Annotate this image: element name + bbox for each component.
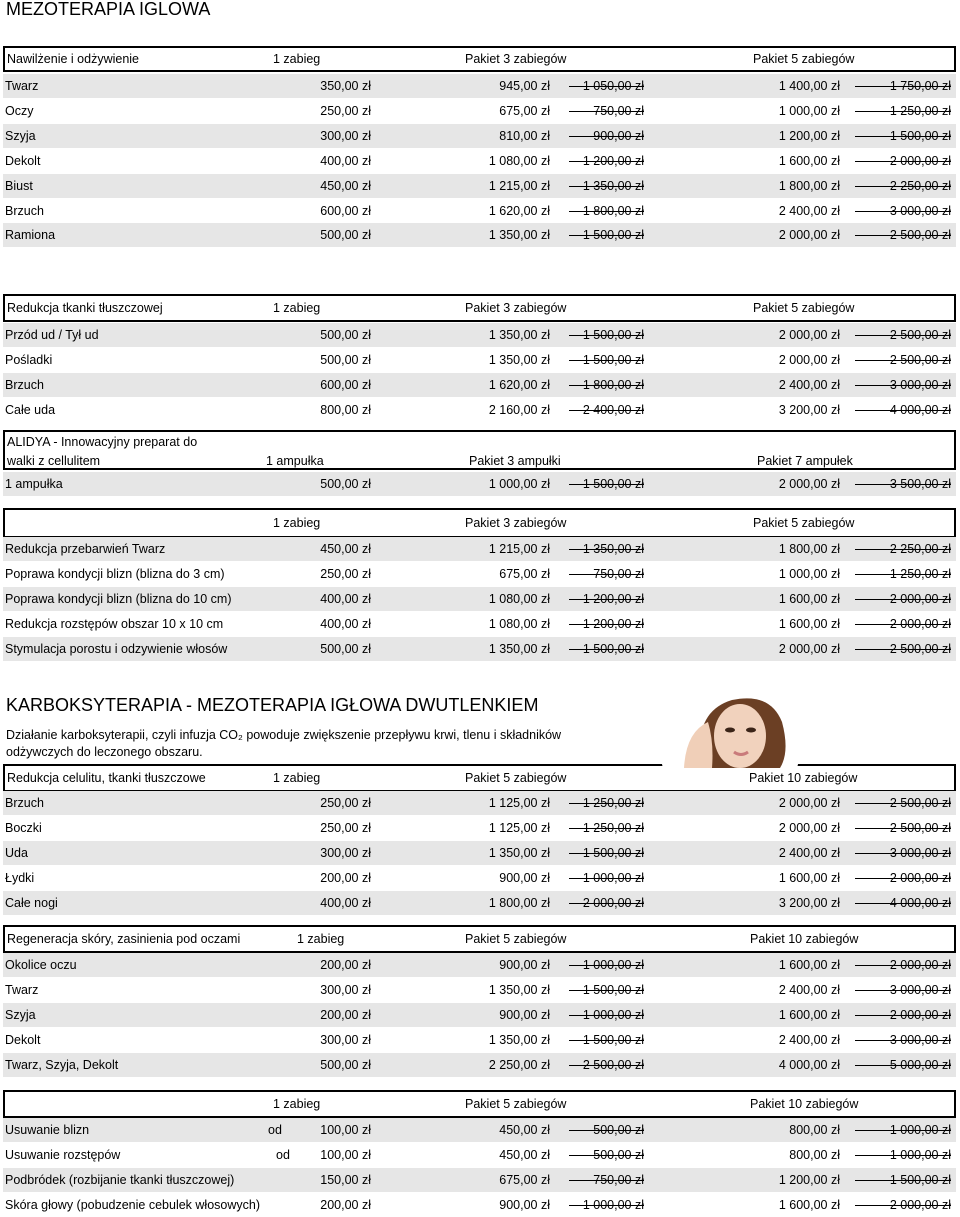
- price-package-b: 2 400,00 zł: [778, 845, 840, 860]
- treatment-name: Całe uda: [5, 402, 56, 417]
- table-row: [3, 537, 956, 561]
- price-package-a-regular: 1 500,00 zł: [582, 328, 644, 342]
- treatment-name: Twarz, Szyja, Dekolt: [5, 1057, 119, 1072]
- price-package-a: 900,00 zł: [499, 870, 550, 885]
- price-single: 300,00 zł: [320, 982, 371, 997]
- section-title: KARBOKSYTERAPIA - MEZOTERAPIA IGŁOWA DWUTLENKIEM: [6, 695, 539, 715]
- table-row: [3, 1118, 956, 1142]
- price-single: 500,00 zł: [320, 1057, 371, 1072]
- price-single: 250,00 zł: [320, 103, 371, 118]
- price-single: 250,00 zł: [320, 796, 371, 810]
- price-package-a: 2 160,00 zł: [488, 402, 550, 417]
- price-package-b: 1 000,00 zł: [778, 566, 840, 581]
- price-package-a-regular: 1 500,00 zł: [582, 1032, 644, 1047]
- price-package-a: 1 215,00 zł: [488, 178, 550, 193]
- price-single: 400,00 zł: [320, 153, 371, 168]
- price-package-a-regular: 1 350,00 zł: [582, 542, 644, 556]
- description: [6, 727, 561, 761]
- price-package-b-regular: 2 250,00 zł: [889, 178, 951, 193]
- price-package-a: 1 800,00 zł: [488, 895, 550, 910]
- treatment-name: Redukcja rozstępów obszar 10 x 10 cm: [5, 616, 224, 631]
- price-package-b-regular: 2 250,00 zł: [889, 542, 951, 556]
- header-single: 1 zabieg: [297, 932, 345, 946]
- price-single: 200,00 zł: [320, 870, 371, 885]
- price-package-b-regular: 1 000,00 zł: [889, 1123, 951, 1137]
- price-package-b-regular: 2 000,00 zł: [889, 870, 951, 885]
- table-row: [3, 223, 956, 247]
- price-package-a: 945,00 zł: [499, 79, 550, 93]
- header-category: Nawilżenie i odżywienie: [7, 52, 140, 66]
- price-package-b-regular: 3 000,00 zł: [889, 1032, 951, 1047]
- price-package-b: 1 400,00 zł: [778, 79, 840, 93]
- table-row: [3, 1053, 956, 1077]
- price-package-b: 3 200,00 zł: [778, 895, 840, 910]
- price-package-b: 1 600,00 zł: [778, 870, 840, 885]
- description-line-1: Działanie karboksyterapii, czyli infuzja CO₂ powoduje zwiększenie przepływu krwi, tlenu i składników: [6, 728, 562, 742]
- treatment-name: Usuwanie blizn: [5, 1123, 90, 1137]
- price-package-a-regular: 900,00 zł: [593, 128, 644, 143]
- price-package-b-regular: 3 000,00 zł: [889, 982, 951, 997]
- price-package-b-regular: 1 500,00 zł: [889, 128, 951, 143]
- table-row: [3, 398, 956, 422]
- price-package-b-regular: 1 250,00 zł: [889, 566, 951, 581]
- price-package-b: 1 200,00 zł: [778, 128, 840, 143]
- price-single: 400,00 zł: [320, 616, 371, 631]
- price-package-a-regular: 1 200,00 zł: [582, 616, 644, 631]
- price-package-b: 2 400,00 zł: [778, 982, 840, 997]
- header-single: 1 zabieg: [273, 771, 321, 785]
- price-package-a: 1 350,00 zł: [488, 641, 550, 656]
- table-row: [3, 472, 956, 496]
- header-single: 1 zabieg: [273, 301, 321, 315]
- treatment-name: Brzuch: [5, 377, 44, 392]
- price-single: 400,00 zł: [320, 591, 371, 606]
- price-package-b: 1 600,00 zł: [778, 591, 840, 606]
- price-package-b-regular: 2 500,00 zł: [889, 796, 951, 810]
- price-package-b: 2 000,00 zł: [778, 328, 840, 342]
- treatment-name: Stymulacja porostu i odzywienie włosów: [5, 641, 228, 656]
- price-package-b: 3 200,00 zł: [778, 402, 840, 417]
- price-package-a-regular: 2 000,00 zł: [582, 895, 644, 910]
- table-row: [3, 953, 956, 977]
- table-row: [3, 841, 956, 865]
- price-package-a: 2 250,00 zł: [488, 1057, 550, 1072]
- price-package-a: 1 080,00 zł: [488, 616, 550, 631]
- price-package-a-regular: 1 500,00 zł: [582, 228, 644, 243]
- price-package-b: 1 600,00 zł: [778, 1197, 840, 1212]
- price-package-a: 1 350,00 zł: [488, 328, 550, 342]
- price-single: 500,00 zł: [320, 477, 371, 491]
- price-package-b-regular: 1 250,00 zł: [889, 103, 951, 118]
- treatment-name: Łydki: [5, 870, 35, 885]
- price-from-label: od: [276, 1147, 290, 1162]
- price-package-a: 1 125,00 zł: [488, 796, 550, 810]
- table-row: [3, 323, 956, 347]
- price-package-b-regular: 2 500,00 zł: [889, 820, 951, 835]
- treatment-name: Dekolt: [5, 153, 41, 168]
- treatment-name: Biust: [5, 178, 33, 193]
- price-package-b: 1 200,00 zł: [778, 1172, 840, 1187]
- price-package-a-regular: 1 000,00 zł: [582, 870, 644, 885]
- price-package-b-regular: 2 000,00 zł: [889, 616, 951, 631]
- price-single: 200,00 zł: [320, 958, 371, 972]
- price-single: 250,00 zł: [320, 820, 371, 835]
- price-package-b-regular: 2 000,00 zł: [889, 1007, 951, 1022]
- table-header: [3, 1090, 956, 1118]
- header-category: walki z cellulitem: [7, 454, 101, 468]
- price-package-a: 1 350,00 zł: [488, 228, 550, 243]
- header-package-a: Pakiet 3 ampułki: [469, 454, 561, 468]
- table-row: [3, 1028, 956, 1052]
- treatment-name: Poprawa kondycji blizn (blizna do 10 cm): [5, 591, 232, 606]
- treatment-name: Usuwanie rozstępów: [5, 1147, 121, 1162]
- treatment-name: 1 ampułka: [5, 477, 63, 491]
- price-package-b: 2 400,00 zł: [778, 203, 840, 218]
- price-package-b: 1 600,00 zł: [778, 1007, 840, 1022]
- price-package-b-regular: 2 000,00 zł: [889, 153, 951, 168]
- price-package-a: 1 080,00 zł: [488, 153, 550, 168]
- price-package-a-regular: 750,00 zł: [593, 566, 644, 581]
- header-single: 1 zabieg: [273, 516, 321, 530]
- header-package-b: Pakiet 10 zabiegów: [750, 1097, 859, 1111]
- header-single: 1 ampułka: [266, 454, 324, 468]
- table-row: [3, 174, 956, 198]
- price-package-a: 900,00 zł: [499, 1197, 550, 1212]
- table-row: [3, 348, 956, 372]
- treatment-name: Brzuch: [5, 203, 44, 218]
- table-row: [3, 1168, 956, 1192]
- header-line-1: ALIDYA - Innowacyjny preparat do: [7, 435, 198, 449]
- price-package-a-regular: 1 500,00 zł: [582, 352, 644, 367]
- price-single: 250,00 zł: [320, 566, 371, 581]
- price-package-a-regular: 1 500,00 zł: [582, 845, 644, 860]
- price-package-b-regular: 2 000,00 zł: [889, 1197, 951, 1212]
- price-package-a: 1 000,00 zł: [488, 477, 550, 491]
- price-package-a-regular: 500,00 zł: [593, 1147, 644, 1162]
- table-row: [3, 149, 956, 173]
- treatment-name: Skóra głowy (pobudzenie cebulek włosowych): [5, 1197, 260, 1212]
- price-single: 500,00 zł: [320, 352, 371, 367]
- price-package-b-regular: 1 000,00 zł: [889, 1147, 951, 1162]
- price-single: 450,00 zł: [320, 542, 371, 556]
- price-package-a: 900,00 zł: [499, 1007, 550, 1022]
- table-header: [3, 294, 956, 322]
- price-single: 300,00 zł: [320, 845, 371, 860]
- price-package-a: 1 125,00 zł: [488, 820, 550, 835]
- header-category: Redukcja celulitu, tkanki tłuszczowe: [7, 771, 206, 785]
- table-row: [3, 612, 956, 636]
- price-package-a: 450,00 zł: [499, 1147, 550, 1162]
- price-package-b: 2 000,00 zł: [778, 228, 840, 243]
- price-single: 600,00 zł: [320, 203, 371, 218]
- header-package-a: Pakiet 3 zabiegów: [465, 516, 567, 530]
- price-package-a-regular: 1 800,00 zł: [582, 377, 644, 392]
- price-single: 800,00 zł: [320, 402, 371, 417]
- price-package-a-regular: 1 200,00 zł: [582, 153, 644, 168]
- treatment-name: Całe nogi: [5, 895, 58, 910]
- price-single: 300,00 zł: [320, 1032, 371, 1047]
- price-package-a-regular: 1 350,00 zł: [582, 178, 644, 193]
- price-single: 500,00 zł: [320, 328, 371, 342]
- price-package-a-regular: 750,00 zł: [593, 103, 644, 118]
- price-package-b: 1 600,00 zł: [778, 153, 840, 168]
- header-package-b: Pakiet 5 zabiegów: [753, 516, 855, 530]
- price-package-b: 2 400,00 zł: [778, 377, 840, 392]
- treatment-name: Dekolt: [5, 1032, 41, 1047]
- price-package-b: 800,00 zł: [789, 1123, 840, 1137]
- price-package-a-regular: 2 400,00 zł: [582, 402, 644, 417]
- treatment-name: Podbródek (rozbijanie tkanki tłuszczowej): [5, 1172, 235, 1187]
- price-package-a-regular: 1 000,00 zł: [582, 1007, 644, 1022]
- header-package-b: Pakiet 5 zabiegów: [753, 52, 855, 66]
- table-header: [3, 764, 956, 792]
- price-package-a: 1 620,00 zł: [488, 377, 550, 392]
- table-header: [3, 508, 956, 538]
- table-row: [3, 1003, 956, 1027]
- treatment-name: Okolice oczu: [5, 958, 77, 972]
- header-package-a: Pakiet 5 zabiegów: [465, 1097, 567, 1111]
- price-single: 600,00 zł: [320, 377, 371, 392]
- table-row: [3, 866, 956, 890]
- treatment-name: Oczy: [5, 103, 34, 118]
- price-package-b-regular: 3 000,00 zł: [889, 845, 951, 860]
- table-row: [3, 199, 956, 223]
- treatment-name: Uda: [5, 845, 28, 860]
- price-package-a-regular: 500,00 zł: [593, 1123, 644, 1137]
- price-package-a-regular: 750,00 zł: [593, 1172, 644, 1187]
- price-package-a-regular: 1 800,00 zł: [582, 203, 644, 218]
- table-row: [3, 587, 956, 611]
- price-single: 100,00 zł: [320, 1123, 371, 1137]
- price-package-b-regular: 2 500,00 zł: [889, 328, 951, 342]
- header-category: Regeneracja skóry, zasinienia pod oczami: [7, 932, 241, 946]
- price-package-b: 1 800,00 zł: [778, 178, 840, 193]
- price-package-b-regular: 2 500,00 zł: [889, 641, 951, 656]
- header-package-a: Pakiet 3 zabiegów: [465, 301, 567, 315]
- header-category: Redukcja tkanki tłuszczowej: [7, 301, 163, 315]
- price-package-b: 4 000,00 zł: [778, 1057, 840, 1072]
- price-package-b-regular: 1 500,00 zł: [889, 1172, 951, 1187]
- price-package-b: 1 000,00 zł: [778, 103, 840, 118]
- price-package-a: 1 350,00 zł: [488, 982, 550, 997]
- header-single: 1 zabieg: [273, 52, 321, 66]
- price-package-a: 810,00 zł: [499, 128, 550, 143]
- price-package-a: 1 215,00 zł: [488, 542, 550, 556]
- price-from-label: od: [268, 1123, 282, 1137]
- price-package-b-regular: 2 000,00 zł: [889, 958, 951, 972]
- table-row: [3, 1143, 956, 1167]
- price-package-b-regular: 3 000,00 zł: [889, 377, 951, 392]
- price-package-a: 900,00 zł: [499, 958, 550, 972]
- price-package-b-regular: 2 500,00 zł: [889, 352, 951, 367]
- header-package-b: Pakiet 5 zabiegów: [753, 301, 855, 315]
- price-package-a: 675,00 zł: [499, 103, 550, 118]
- price-single: 450,00 zł: [320, 178, 371, 193]
- price-package-a: 450,00 zł: [499, 1123, 550, 1137]
- table-row: [3, 124, 956, 148]
- table-row: [3, 891, 956, 915]
- price-package-b: 1 600,00 zł: [778, 958, 840, 972]
- price-single: 400,00 zł: [320, 895, 371, 910]
- header-package-a: Pakiet 3 zabiegów: [465, 52, 567, 66]
- price-package-a-regular: 1 000,00 zł: [582, 958, 644, 972]
- price-package-b-regular: 4 000,00 zł: [889, 402, 951, 417]
- price-package-b: 2 000,00 zł: [778, 477, 840, 491]
- header-package-b: Pakiet 7 ampułek: [757, 454, 853, 468]
- price-package-a-regular: 1 250,00 zł: [582, 796, 644, 810]
- price-package-a: 675,00 zł: [499, 566, 550, 581]
- woman-face-photo: [662, 692, 798, 768]
- table-row: [3, 978, 956, 1002]
- price-package-a-regular: 1 250,00 zł: [582, 820, 644, 835]
- table-row: [3, 816, 956, 840]
- price-package-b-regular: 2 500,00 zł: [889, 228, 951, 243]
- price-package-a-regular: 1 050,00 zł: [582, 79, 644, 93]
- treatment-name: Brzuch: [5, 796, 44, 810]
- price-package-b-regular: 5 000,00 zł: [889, 1057, 951, 1072]
- price-package-a-regular: 2 500,00 zł: [582, 1057, 644, 1072]
- price-package-b-regular: 3 000,00 zł: [889, 203, 951, 218]
- price-package-b: 2 000,00 zł: [778, 641, 840, 656]
- treatment-name: Poprawa kondycji blizn (blizna do 3 cm): [5, 566, 225, 581]
- treatment-name: Twarz: [5, 79, 39, 93]
- price-package-a-regular: 1 500,00 zł: [582, 641, 644, 656]
- price-single: 150,00 zł: [320, 1172, 371, 1187]
- table-row: [3, 74, 956, 98]
- table-header: [3, 925, 956, 953]
- table-header: [3, 46, 956, 72]
- price-package-a: 1 080,00 zł: [488, 591, 550, 606]
- header-package-a: Pakiet 5 zabiegów: [465, 771, 567, 785]
- treatment-name: Twarz: [5, 982, 39, 997]
- price-package-b: 2 000,00 zł: [778, 820, 840, 835]
- price-package-b: 800,00 zł: [789, 1147, 840, 1162]
- price-package-b-regular: 4 000,00 zł: [889, 895, 951, 910]
- price-package-b: 1 600,00 zł: [778, 616, 840, 631]
- table-row: [3, 637, 956, 661]
- table-row: [3, 562, 956, 586]
- price-single: 500,00 zł: [320, 228, 371, 243]
- price-single: 200,00 zł: [320, 1007, 371, 1022]
- description-line-2: odżywczych do leczonego obszaru.: [6, 745, 203, 759]
- price-package-b: 2 000,00 zł: [778, 796, 840, 810]
- price-package-b: 2 000,00 zł: [778, 352, 840, 367]
- price-package-b: 1 800,00 zł: [778, 542, 840, 556]
- treatment-name: Szyja: [5, 128, 36, 143]
- price-package-a: 675,00 zł: [499, 1172, 550, 1187]
- price-single: 300,00 zł: [320, 128, 371, 143]
- section-title: MEZOTERAPIA IGLOWA: [6, 0, 211, 19]
- price-package-b-regular: 2 000,00 zł: [889, 591, 951, 606]
- price-single: 500,00 zł: [320, 641, 371, 656]
- table-row: [3, 373, 956, 397]
- table-row: [3, 1193, 956, 1217]
- header-single: 1 zabieg: [273, 1097, 321, 1111]
- price-package-b: 2 400,00 zł: [778, 1032, 840, 1047]
- price-package-a: 1 350,00 zł: [488, 1032, 550, 1047]
- price-single: 350,00 zł: [320, 79, 371, 93]
- treatment-name: Pośladki: [5, 352, 53, 367]
- treatment-name: Boczki: [5, 820, 42, 835]
- price-package-b-regular: 1 750,00 zł: [889, 79, 951, 93]
- header-package-a: Pakiet 5 zabiegów: [465, 932, 567, 946]
- header-package-b: Pakiet 10 zabiegów: [749, 771, 858, 785]
- treatment-name: Szyja: [5, 1007, 36, 1022]
- price-package-a-regular: 1 500,00 zł: [582, 477, 644, 491]
- price-package-a-regular: 1 000,00 zł: [582, 1197, 644, 1212]
- table-row: [3, 791, 956, 815]
- price-package-b-regular: 3 500,00 zł: [889, 477, 951, 491]
- price-package-a: 1 620,00 zł: [488, 203, 550, 218]
- price-single: 200,00 zł: [320, 1197, 371, 1212]
- price-package-a-regular: 1 200,00 zł: [582, 591, 644, 606]
- header-package-b: Pakiet 10 zabiegów: [750, 932, 859, 946]
- treatment-name: Redukcja przebarwień Twarz: [5, 542, 166, 556]
- table-row: [3, 99, 956, 123]
- price-package-a: 1 350,00 zł: [488, 352, 550, 367]
- price-package-a: 1 350,00 zł: [488, 845, 550, 860]
- price-package-a-regular: 1 500,00 zł: [582, 982, 644, 997]
- price-single: 100,00 zł: [320, 1147, 371, 1162]
- table-header: [3, 430, 956, 470]
- treatment-name: Przód ud / Tył ud: [5, 328, 99, 342]
- treatment-name: Ramiona: [5, 228, 56, 243]
